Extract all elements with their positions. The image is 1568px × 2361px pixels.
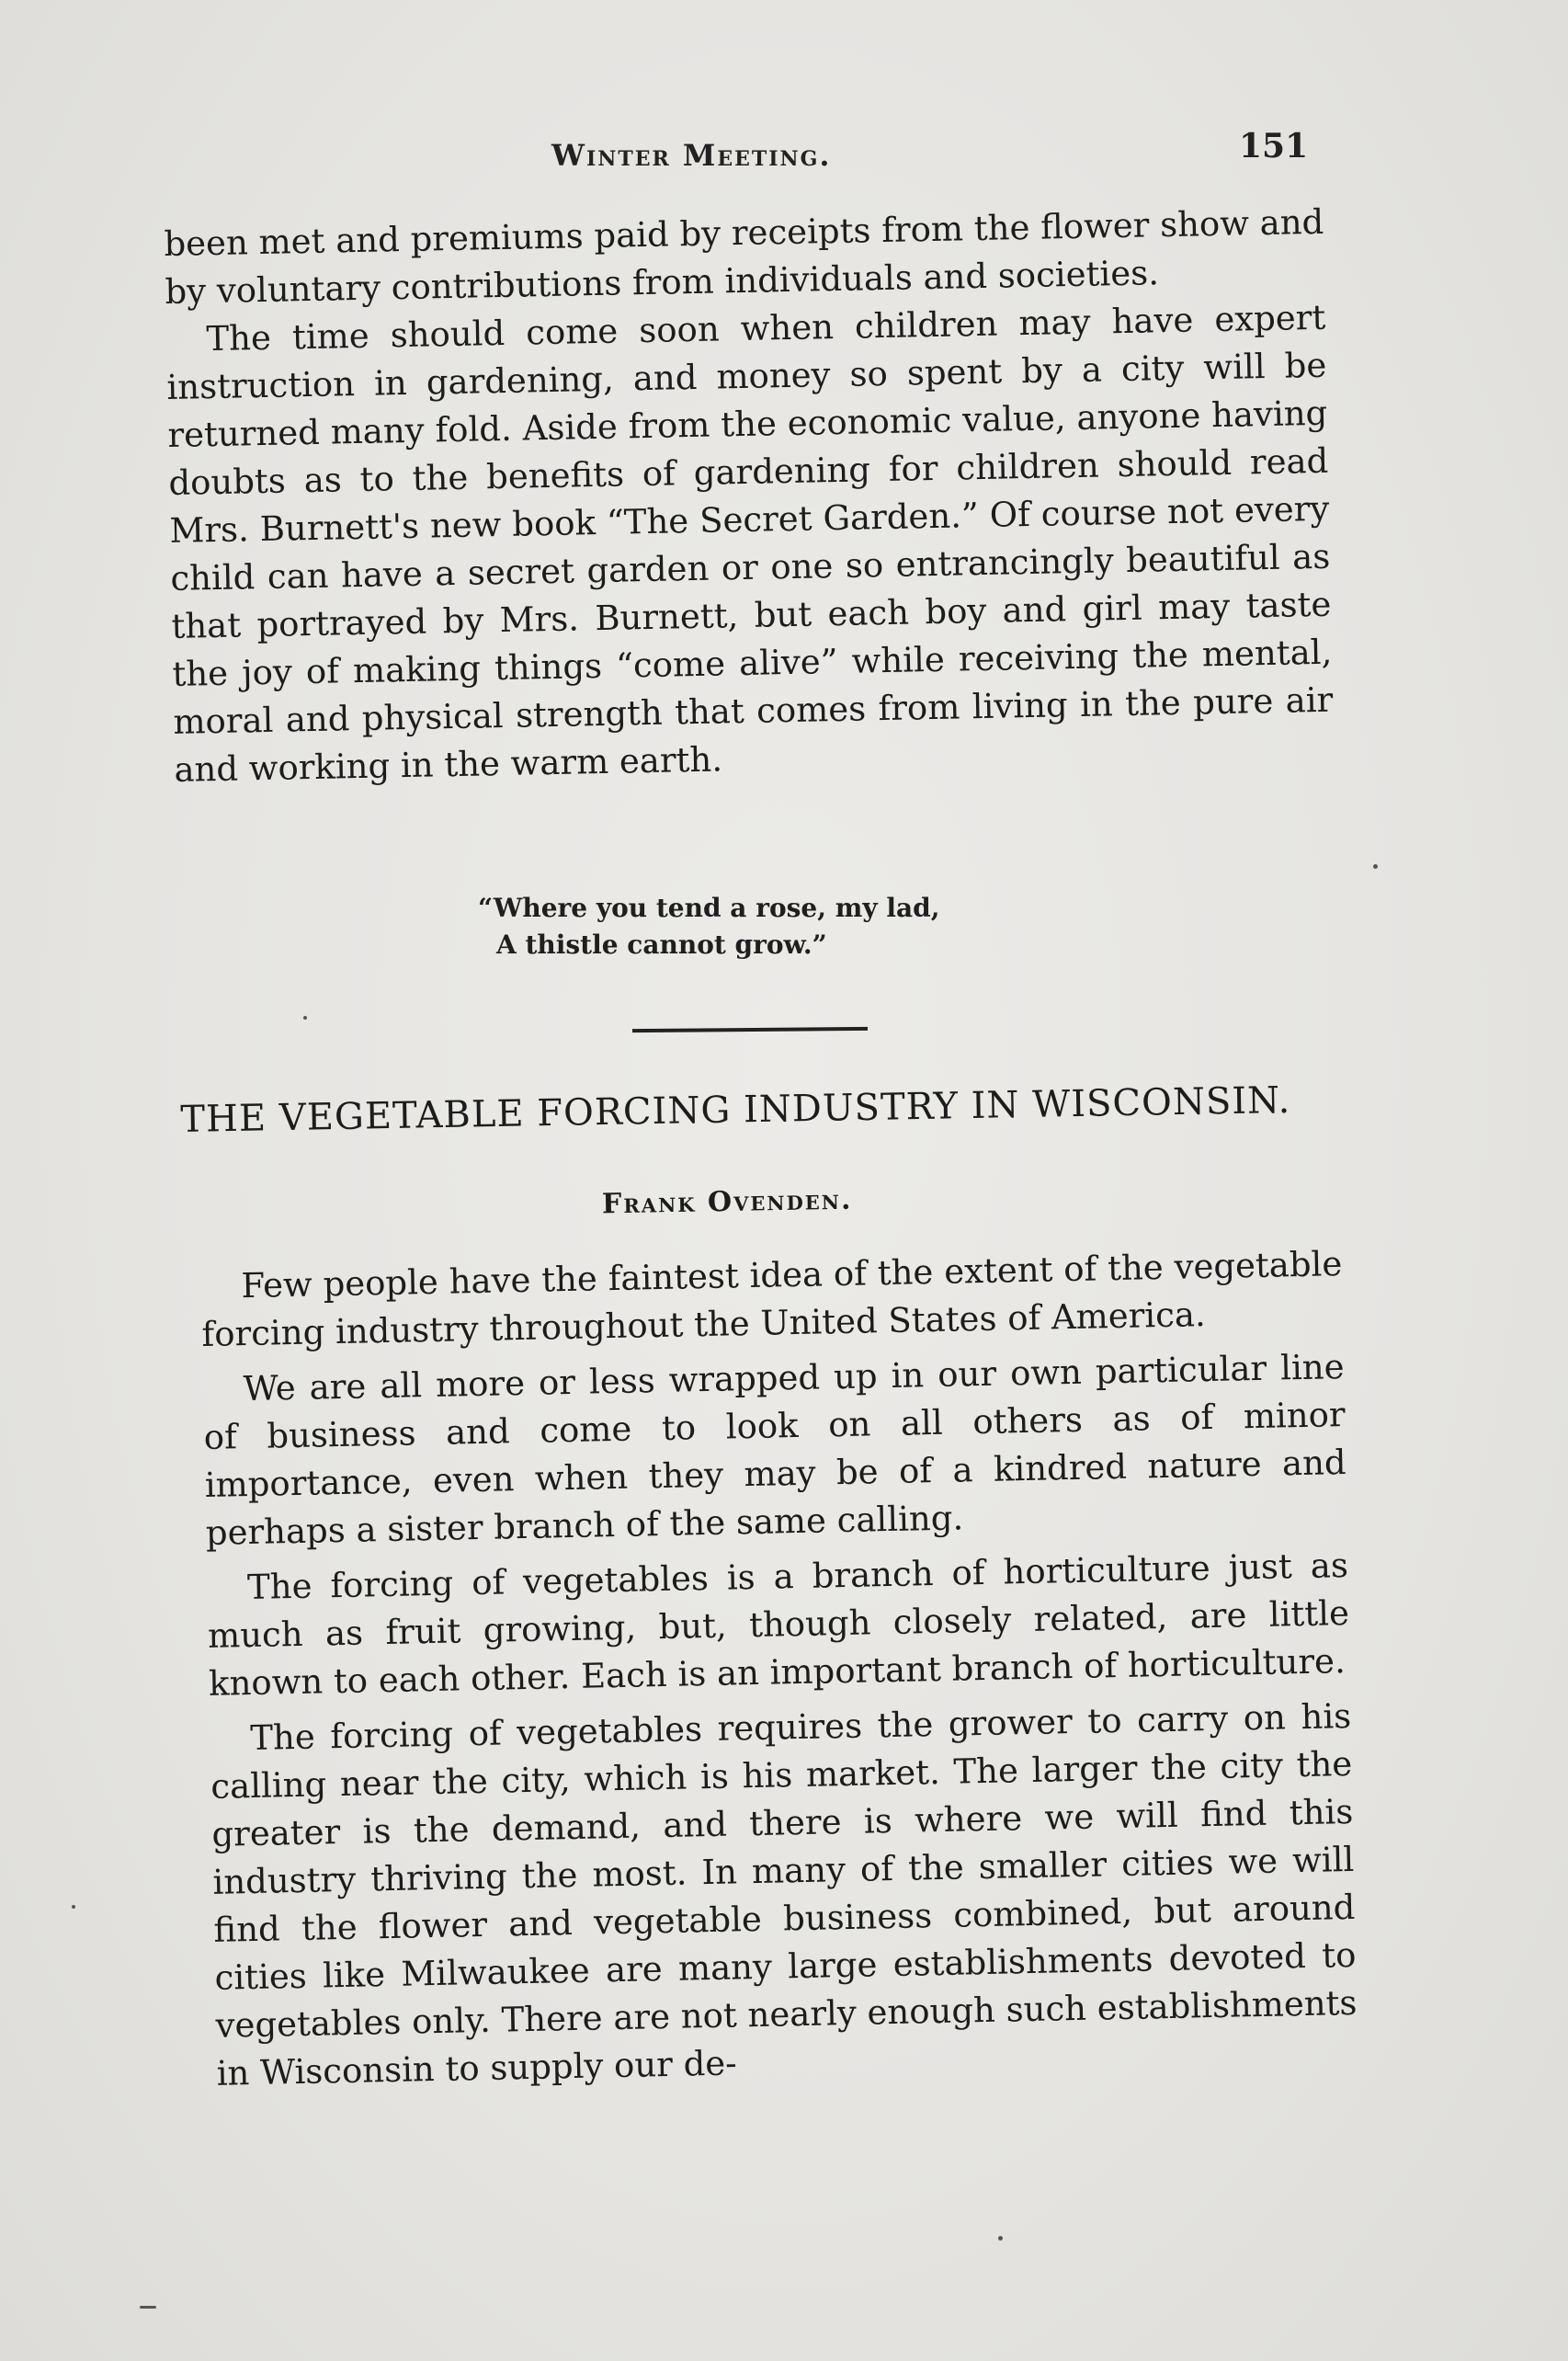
- quotation-line: A thistle cannot grow.”: [496, 930, 827, 960]
- article-body: [200, 1240, 1358, 2105]
- paragraph: The forcing of vegetables requires the grower to carry on his calling near the city, which is his market. The larger the city the greater is the demand, and there is where we will find this industry thriving the most. In many of the smaller cities we will find the flower and vegetable business combined, but around cities like Milwaukee are many large establishments devoted to vegetables only. There are not nearly enough such establishments in Wisconsin to supply our de-: [210, 1695, 1358, 2093]
- article-author: Frank Ovenden.: [601, 1183, 853, 1221]
- print-speck: [72, 1905, 75, 1909]
- print-speck: [1373, 864, 1378, 869]
- article-title: THE VEGETABLE FORCING INDUSTRY IN WISCONSIN.: [180, 1078, 1291, 1141]
- print-speck: [303, 1016, 307, 1020]
- paragraph: been met and premiums paid by receipts from the flower show and by voluntary contributions from individuals and societies.: [164, 201, 1324, 312]
- intro-text: [164, 199, 1335, 794]
- quotation: [478, 890, 939, 964]
- paragraph: Few people have the faintest idea of the extent of the vegetable forcing industry throughout the United States of America.: [201, 1244, 1343, 1354]
- quotation-line: “Where you tend a rose, my lad,: [478, 893, 940, 923]
- page-number: 151: [1239, 127, 1309, 165]
- paragraph: The forcing of vegetables is a branch of horticulture just as much as fruit growing, but, though closely related, are little known to each other. Each is an important branch of horticulture.: [207, 1545, 1350, 1704]
- paragraph: We are all more or less wrapped up in our own particular line of business and come to look on all others as of minor importance, even when they may be of a kindred nature and perhaps a sister branch of the same calling.: [203, 1347, 1347, 1553]
- section-divider: [632, 1027, 868, 1032]
- print-speck: [998, 2236, 1003, 2241]
- print-speck: [140, 2306, 156, 2309]
- running-head: Winter Meeting.: [551, 138, 832, 173]
- paragraph: The time should come soon when children may have expert instruction in gardening, and money so spent by a city will be returned many fold. Aside from the economic value, anyone having doubts as to the benefits of gardening for children should read Mrs. Burnett's new book “The Secret Garden.” Of course not every child can have a secret garden or one so entrancingly beautiful as that portrayed by Mrs. Burnett, but each boy and girl may taste the joy of making things “come alive” while receiving the mental, moral and physical strength that comes from living in the pure air and working in the warm earth.: [166, 297, 1334, 790]
